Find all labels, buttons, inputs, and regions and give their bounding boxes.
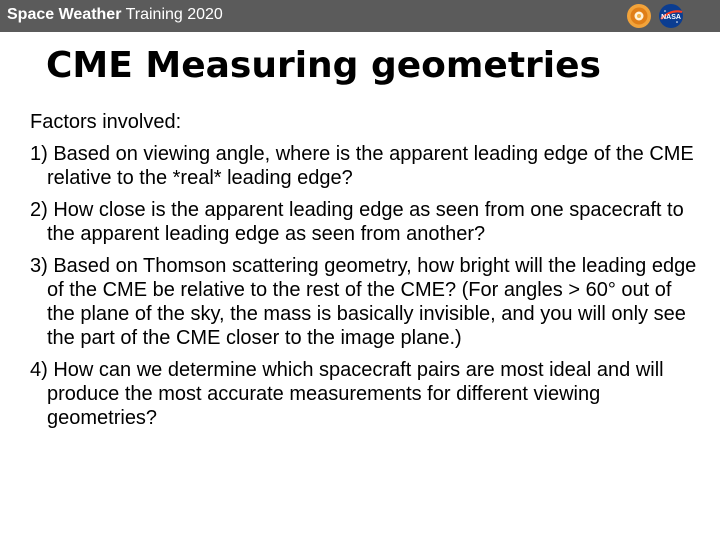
slide-content (30, 110, 702, 438)
list-item: 3) Based on Thomson scattering geometry, how bright will the leading edge of the CME be relative to the rest of the CME? (For angles > 60° out of the plane of the sky, the mass is basically invisible, and you will only see the part of the CME closer to the image plane.) (30, 255, 697, 349)
orange-sun-logo-icon (626, 3, 652, 29)
svg-text:NASA: NASA (661, 14, 681, 21)
list-item: 4) How can we determine which spacecraft pairs are most ideal and will produce the most accurate measurements for different viewing geometries? (30, 359, 664, 429)
list-item: 2) How close is the apparent leading edge as seen from one spacecraft to the apparent leading edge as seen from another? (30, 199, 684, 245)
header-bar (0, 0, 720, 32)
header-title-bold: Space Weather (7, 6, 122, 23)
intro-text: Factors involved: (30, 111, 182, 133)
list-item: 1) Based on viewing angle, where is the apparent leading edge of the CME relative to the *real* leading edge? (30, 143, 694, 189)
nasa-logo-icon (658, 3, 684, 29)
slide-title: CME Measuring geometries (46, 45, 601, 86)
header-title (7, 5, 223, 25)
header-title-rest: Training 2020 (121, 6, 223, 23)
